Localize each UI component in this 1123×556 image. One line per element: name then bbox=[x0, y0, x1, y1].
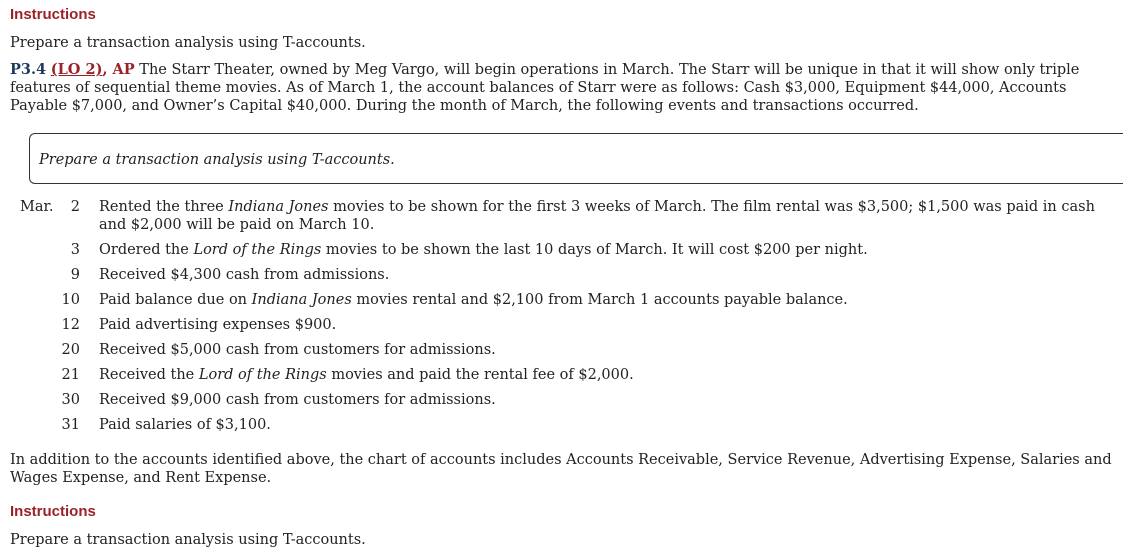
transaction-description: Paid advertising expenses $900. bbox=[99, 317, 337, 333]
transaction-description: Paid salaries of $3,100. bbox=[99, 417, 271, 433]
instructions-heading-bottom: Instructions bbox=[10, 503, 96, 520]
movie-title: Lord of the Rings bbox=[193, 242, 322, 258]
transaction-day: 2 bbox=[70, 199, 80, 215]
transaction-day: 10 bbox=[61, 292, 80, 308]
prompt-box-text: Prepare a transaction analysis using T-accounts. bbox=[39, 152, 395, 168]
transaction-description: Received the Lord of the Rings movies and paid the rental fee of $2,000. bbox=[99, 367, 634, 383]
transaction-day: 12 bbox=[61, 317, 80, 333]
instructions-text-bottom: Prepare a transaction analysis using T-accounts. bbox=[10, 532, 366, 548]
problem-level: , AP bbox=[102, 61, 135, 78]
transaction-description: Rented the three Indiana Jones movies to be shown for the first 3 weeks of March. The film rental was $3,500; $1,500 was paid in cash and $2,000 will be paid on March 10. bbox=[99, 199, 1095, 233]
transaction-day: 3 bbox=[70, 242, 80, 258]
transaction-description: Received $9,000 cash from customers for admissions. bbox=[99, 392, 496, 408]
transaction-day: 20 bbox=[61, 342, 80, 358]
instructions-text: Prepare a transaction analysis using T-accounts. bbox=[10, 35, 366, 51]
movie-title: Indiana Jones bbox=[251, 292, 352, 308]
transaction-description: Received $4,300 cash from admissions. bbox=[99, 267, 390, 283]
transaction-description: Paid balance due on Indiana Jones movies rental and $2,100 from March 1 accounts payable balance. bbox=[99, 292, 848, 308]
instructions-heading: Instructions bbox=[10, 6, 96, 23]
transaction-month: Mar. bbox=[20, 199, 54, 215]
transaction-day: 21 bbox=[61, 367, 80, 383]
transaction-description: Received $5,000 cash from customers for admissions. bbox=[99, 342, 496, 358]
transaction-day: 31 bbox=[61, 417, 80, 433]
problem-text: The Starr Theater, owned by Meg Vargo, will begin operations in March. The Starr will be unique in that it will show only triple features of sequential theme movies. As of March 1, the account balances of Starr were as follows: Cash $3,000, Equipment $44,000, Accounts Payable $7,000, and Owner’s Capital $40,000. During the month of March, the following events and transactions occurred. bbox=[10, 62, 1080, 114]
transaction-description: Ordered the Lord of the Rings movies to be shown the last 10 days of March. It will cost $200 per night. bbox=[99, 242, 868, 258]
chart-of-accounts-note: In addition to the accounts identified above, the chart of accounts includes Accounts Receivable, Service Revenue, Advertising Expense, Salaries and Wages Expense, and Rent Expense. bbox=[10, 452, 1112, 486]
prompt-box bbox=[29, 133, 1123, 184]
transaction-day: 9 bbox=[70, 267, 80, 283]
learning-objective-link[interactable]: (LO 2) bbox=[50, 61, 103, 78]
problem-statement bbox=[10, 61, 1115, 115]
transaction-day: 30 bbox=[61, 392, 80, 408]
problem-code: P3.4 bbox=[10, 61, 47, 78]
movie-title: Lord of the Rings bbox=[198, 367, 327, 383]
movie-title: Indiana Jones bbox=[228, 199, 329, 215]
